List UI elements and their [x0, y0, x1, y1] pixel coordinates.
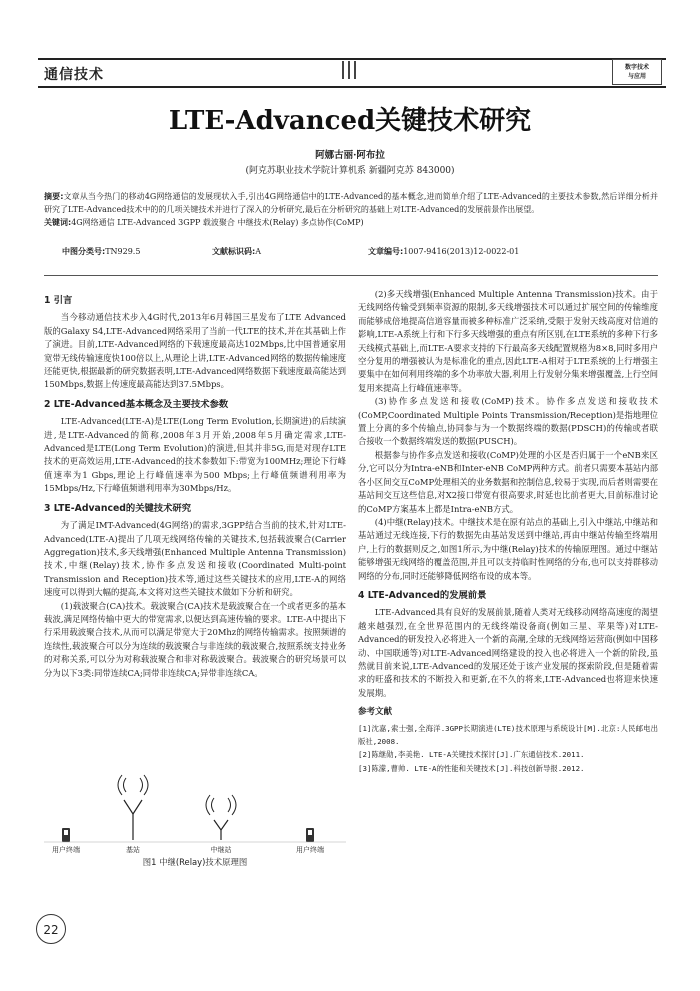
- right-paragraph-2: (3)协作多点发送和接收(CoMP)技术。协作多点发送和接收技术(CoMP,Coordinated Multiple Points Transmission/Reception)是指地理位置上分离的多个传输点,协同参与为一个数据终端的数据(PDSCH)的传输或者联合接收一个数据终端发送的数据(PUSCH)。: [358, 396, 658, 447]
- left-paragraph-2: LTE-Advanced(LTE-A)是LTE(Long Term Evolution,长期演进)的后续演进,是LTE-Advanced的简称,2008年3月开始,2008年5月确定需求,LTE-Advanced是LTE(Long Term Evolution)的演进,但其并非5G,而是对现存LTE技术的更高效运用,LTE-Advanced的技术参数如下:带宽为100MHz;理论下行峰值速率为1 Gbps,理论上行峰值速率为500 Mbps;上行峰值频谱利用率为15Mbps/Hz,下行峰值频谱利用率为30Mbps/Hz。: [44, 416, 346, 494]
- article-title: LTE-Advanced关键技术研究: [168, 106, 532, 136]
- keywords: 4G网络通信 LTE-Advanced 3GPP 载波聚合 中继技术(Relay) 多点协作(CoMP): [71, 218, 364, 227]
- heading-4: 4 LTE-Advanced的发展前景: [358, 589, 487, 601]
- section-label: 通信技术: [44, 67, 104, 83]
- label-user-terminal-1: 用户终端: [52, 846, 80, 854]
- references-title: 参考文献: [358, 707, 393, 718]
- right-paragraph-1: (2)多天线增强(Enhanced Multiple Antenna Transmission)技术。由于无线网络传输受到频率资源的限制,多天线增强技术可以通过扩展空间的传输维度而能够成倍地提高信道容量而被多种标准广泛采纳,受限于发射天线高度对信道的影响,LTE-A系统上行和下行多天线增强的重点有所区别,在LTE系统的多种下行多天线模式基础上,而LTE-A要求支持的下行最高多天线配置规格为8×8,同时多用户空分复用的增强被认为是标准化的重点,因此LTE-A相对于LTE系统的上行增强主要集中在如何利用终端的多个功率放大器,利用上行发射分集来增强覆盖,上行空间复用来提高上行峰值速率等。: [358, 289, 658, 393]
- clc: 中图分类号:TN929.5: [62, 247, 141, 256]
- keywords-label: 关键词:: [44, 218, 72, 227]
- badge-line1: 数字技术: [624, 64, 649, 71]
- header-bars-ornament: [342, 61, 360, 79]
- right-paragraph-4: (4)中继(Relay)技术。中继技术是在原有站点的基础上,引入中继站,中继站和基站通过无线连接,下行的数据先由基站发送到中继站,再由中继站传输至终端用户,上行的数据则反之,如图1所示,为中继(Relay)技术的传输原理图。通过中继站能够增强无线网络的覆盖范围,并且可以支持临时性网络的分布,也可以支持群移动网络的分布,同时还能够降低网络布设的成本等。: [358, 516, 658, 581]
- authors: 阿娜古丽·阿布拉: [315, 150, 385, 161]
- header-bottom-rule: [38, 86, 666, 88]
- right-column: [358, 288, 658, 775]
- relay-station-icon: [214, 820, 228, 840]
- header-top-rule: [38, 58, 666, 60]
- label-user-terminal-2: 用户终端: [296, 846, 324, 854]
- label-base-station: 基站: [126, 846, 140, 854]
- user-terminal-icon: [62, 828, 70, 842]
- abstract-text: 文章从当今热门的移动4G网络通信的发展现状入手,引出4G网络通信中的LTE-Advanced的基本概念,进而简单介绍了LTE-Advanced的主要技术参数,然后详细分析并研究了LTE-Advanced技术中的的几项关键技术并进行了深入的分析研究,最后在分析研究的基础上对LTE-Advanced的发展前景作出展望。: [44, 192, 658, 214]
- reference-item: [3]陈濛,曹帅. LTE-A的性能和关键技术[J].科技创新导报.2012.: [358, 763, 585, 773]
- article-number: 文章编号:1007-9416(2013)12-0022-01: [368, 247, 520, 256]
- base-station-icon: [124, 800, 142, 840]
- right-paragraph-3: 根据参与协作多点发送和接收(CoMP)处理的小区是否归属于一个eNB来区分,它可以分为Intra-eNB和Inter-eNB CoMP两种方式。前者只需要本基站内部各小区间交互CoMP处理相关的业务数据和控制信息,较易于实现,而后者则需要在基站间交互这些信息,对X2接口带宽有很高要求,时延也比前者更大,目前标准讨论的CoMP方案基本上都是Intra-eNB方式。: [358, 449, 658, 514]
- left-paragraph-3: 为了满足IMT-Advanced(4G网络)的需求,3GPP结合当前的技术,针对LTE-Advanced(LTE-A)提出了几项无线网络传输的关键技术,包括载波聚合(Carrier Aggregation)技术,多天线增强(Enhanced Multiple Antenna Transmission)技术,中继(Relay)技术,协作多点发送和接收(Coordinated Multi-point Transmission and Reception)技术等,通过这些关键技术的应用,LTE-A的网络速度可以得到大幅的提高,本文将对这些关键技术做如下分析和研究。: [44, 520, 346, 598]
- badge-line2: 与应用: [627, 73, 646, 80]
- user-terminal-icon-2: [306, 828, 314, 842]
- left-paragraph-1: 当今移动通信技术步入4G时代,2013年6月韩国三星发布了LTE Advanced版的Galaxy S4,LTE-Advanced网络采用了当前一代LTE的技术,并在其基础上作了演进。目前,LTE-Advanced网络的下载速度最高达102Mbps,比中国普通家用宽带无线传输速度快100倍以上,从理论上讲,LTE-Advanced网络的数据传输速度还能更快,根据最新的研究数据表明,LTE-Advanced网络数据下载速度最高能达到150Mbps,数据上传速度最高能达到37.5Mbps。: [44, 312, 346, 390]
- reference-item: [1]沈嘉,索士强,全海洋.3GPP长期演进(LTE)技术原理与系统设计[M].北京:人民邮电出版社,2008.: [358, 723, 658, 746]
- page-number: 22: [36, 914, 66, 944]
- abstract-divider: [44, 275, 658, 276]
- abstract-label: 摘要:: [44, 192, 64, 201]
- left-column: [44, 288, 346, 680]
- reference-item: [2]陈继勋,李美艳. LTE-A关键技术探讨[J].广东通信技术.2011.: [358, 750, 585, 760]
- figure-caption: 图1 中继(Relay)技术原理图: [142, 857, 248, 867]
- abstract: [44, 190, 658, 229]
- label-relay-station: 中继站: [210, 846, 232, 854]
- right-paragraph-5: LTE-Advanced具有良好的发展前景,随着人类对无线移动网络高速度的渴望越来越强烈,在全世界范围内的无线终端设备商(例如三星、苹果等)对LTE-Advanced的研发投入必将进入一个新的高潮,全球的无线网络运营商(例如中国移动、中国联通等)对LTE-Advanced网络建设的投入也必将进入一个新的阶段,虽然就目前来说,LTE-Advanced的发展还处于该产业发展的探索阶段,但是随着需求的旺盛和技术的不断投入和更新,在不久的将来,LTE-Advanced也将迎来快速发展期。: [358, 607, 658, 698]
- journal-badge: [612, 59, 662, 85]
- relay-diagram: [44, 768, 346, 854]
- heading-1: 1 引言: [44, 295, 73, 306]
- heading-2: 2 LTE-Advanced基本概念及主要技术参数: [44, 398, 229, 410]
- left-paragraph-4: (1)载波聚合(CA)技术。载波聚合(CA)技术是载波聚合在一个或者更多的基本载波,满足网络传输中更大的带宽需求,以便达到高速传输的要求。LTE-A中提出下行采用载波聚合技术,从而可以满足带宽大于20Mhz的网络传输需求。按照频谱的连续性,载波聚合可以分为连续的载波聚合与非连续的载波聚合,按照系统支持业务的对称关系,可以分为对称载波聚合和非对称载波聚合。载波聚合的研究场景可以分为以下3类:同带连续CA;同带非连续CA;异带非连续CA。: [44, 600, 346, 678]
- heading-3: 3 LTE-Advanced的关键技术研究: [44, 502, 191, 514]
- affiliation: (阿克苏职业技术学院计算机系 新疆阿克苏 843000): [245, 166, 455, 176]
- doc-code: 文献标识码:A: [212, 247, 261, 256]
